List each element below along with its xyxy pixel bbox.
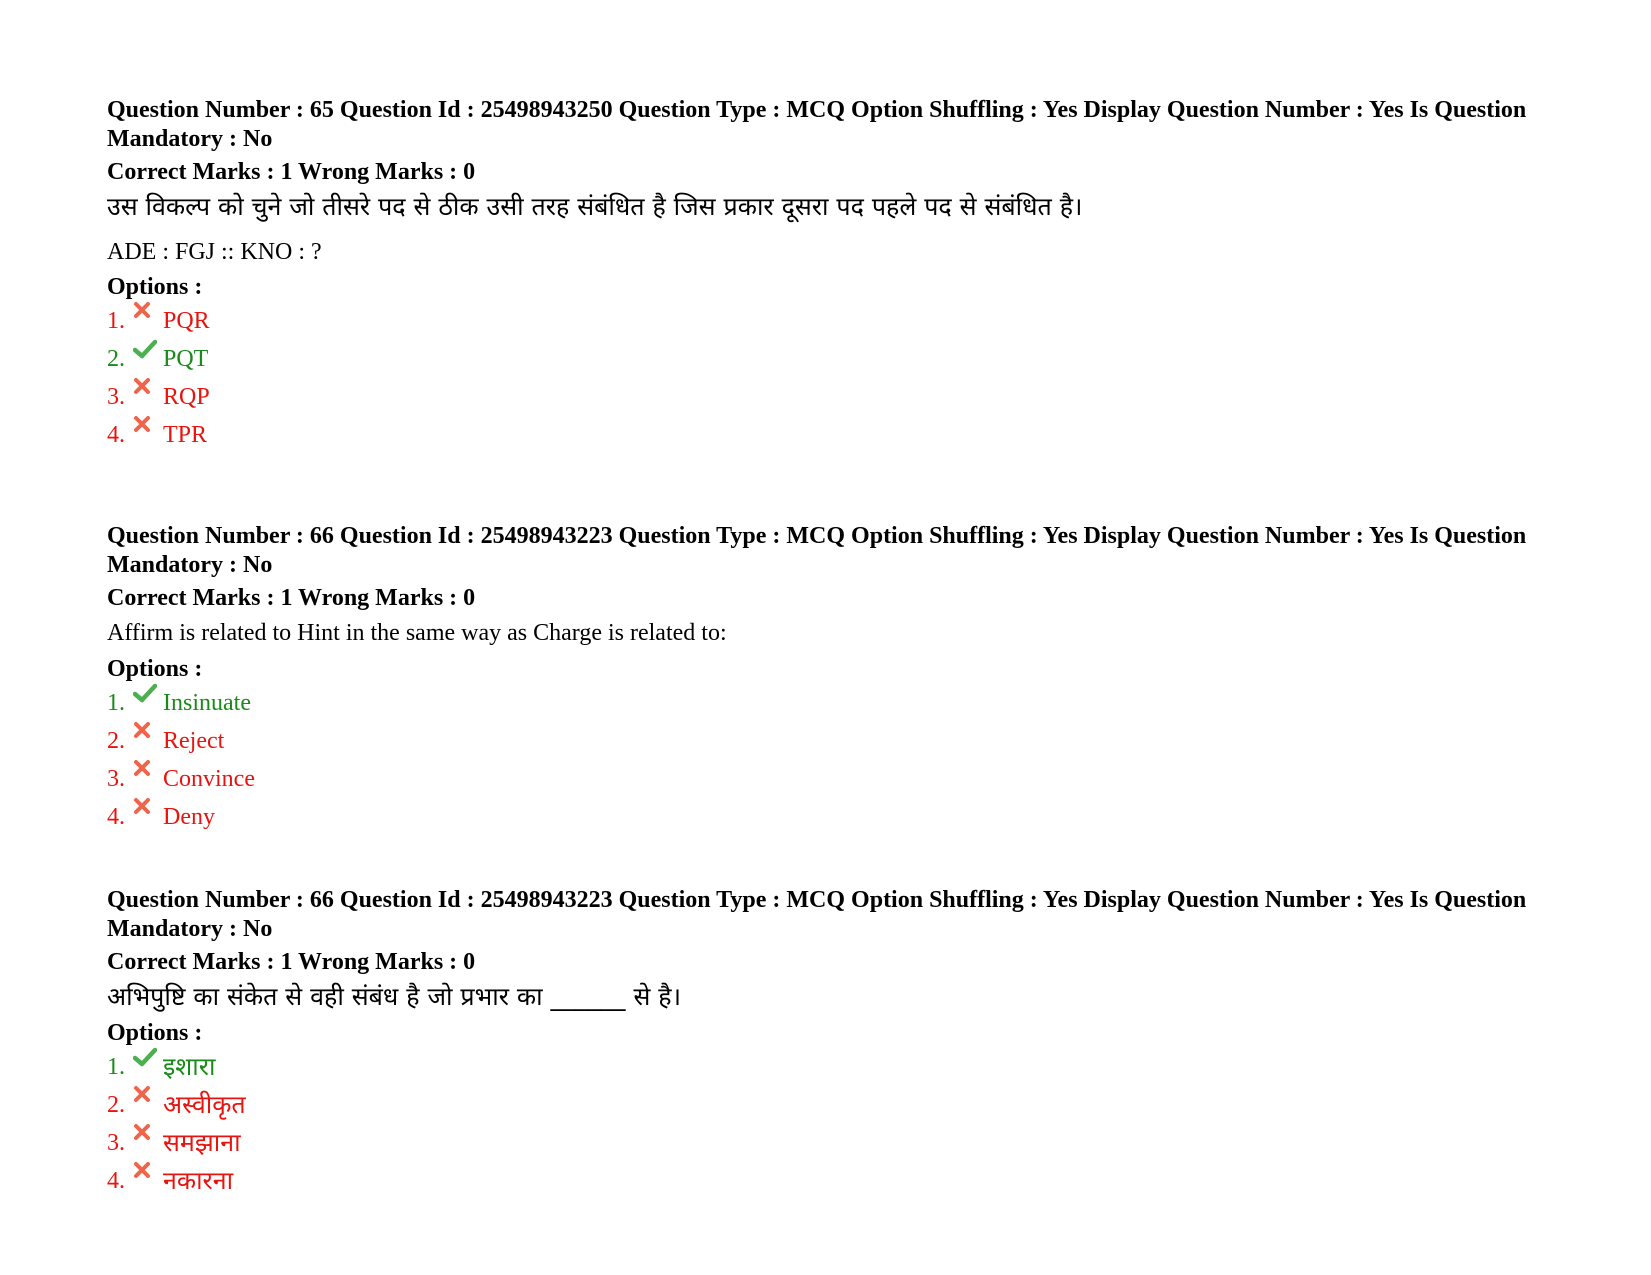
option-label: RQP [163, 384, 210, 410]
option-2 [107, 1086, 1547, 1124]
option-label: Deny [163, 804, 215, 830]
question-marks: Correct Marks : 1 Wrong Marks : 0 [107, 585, 476, 611]
cross-icon [133, 721, 163, 749]
check-icon [133, 1047, 163, 1075]
option-1 [107, 684, 1547, 722]
question-text: उस विकल्प को चुने जो तीसरे पद से ठीक उसी तरह संबंधित है जिस प्रकार दूसरा पद पहले पद से संबंधित है। [107, 192, 1083, 221]
option-label: Insinuate [163, 690, 251, 716]
option-number: 3. [107, 384, 125, 410]
option-1 [107, 302, 1547, 340]
option-1 [107, 1048, 1547, 1086]
cross-icon [133, 797, 163, 825]
option-label: नकारना [163, 1166, 234, 1195]
question-block-65 [107, 96, 1547, 454]
option-number: 2. [107, 728, 125, 754]
option-number: 4. [107, 422, 125, 448]
question-meta: Question Number : 66 Question Id : 25498943223 Question Type : MCQ Option Shuffling : Yes Display Question Number : Yes Is Question Mandatory : No [107, 887, 1527, 942]
option-label: Convince [163, 766, 255, 792]
option-3 [107, 378, 1547, 416]
cross-icon [133, 377, 163, 405]
options-label: Options : [107, 1020, 203, 1046]
option-label: अस्वीकृत [163, 1090, 246, 1119]
option-2 [107, 340, 1547, 378]
cross-icon [133, 301, 163, 329]
cross-icon [133, 759, 163, 787]
question-meta: Question Number : 66 Question Id : 25498943223 Question Type : MCQ Option Shuffling : Yes Display Question Number : Yes Is Question Mandatory : No [107, 523, 1527, 578]
options-label: Options : [107, 274, 203, 300]
option-3 [107, 760, 1547, 798]
option-4 [107, 798, 1547, 836]
question-text: अभिपुष्टि का संकेत से वही संबंध है जो प्रभार का ______ से है। [107, 982, 682, 1011]
option-number: 2. [107, 346, 125, 372]
check-icon [133, 339, 163, 367]
question-marks: Correct Marks : 1 Wrong Marks : 0 [107, 159, 476, 185]
question-subtext: ADE : FGJ :: KNO : ? [107, 239, 322, 265]
question-text: Affirm is related to Hint in the same way as Charge is related to: [107, 620, 727, 646]
option-label: इशारा [163, 1052, 216, 1081]
option-label: PQR [163, 308, 210, 334]
question-block-66-english [107, 522, 1547, 836]
option-label: TPR [163, 422, 208, 448]
option-number: 3. [107, 1130, 125, 1156]
option-label: समझाना [163, 1128, 241, 1157]
option-label: PQT [163, 346, 209, 372]
option-4 [107, 1162, 1547, 1200]
option-number: 4. [107, 804, 125, 830]
question-meta: Question Number : 65 Question Id : 25498943250 Question Type : MCQ Option Shuffling : Yes Display Question Number : Yes Is Question Mandatory : No [107, 97, 1527, 152]
option-3 [107, 1124, 1547, 1162]
option-number: 4. [107, 1168, 125, 1194]
option-number: 1. [107, 1054, 125, 1080]
option-number: 3. [107, 766, 125, 792]
cross-icon [133, 415, 163, 443]
cross-icon [133, 1085, 163, 1113]
option-4 [107, 416, 1547, 454]
option-number: 2. [107, 1092, 125, 1118]
option-2 [107, 722, 1547, 760]
check-icon [133, 683, 163, 711]
question-marks: Correct Marks : 1 Wrong Marks : 0 [107, 949, 476, 975]
cross-icon [133, 1123, 163, 1151]
question-block-66-hindi [107, 886, 1547, 1200]
option-number: 1. [107, 690, 125, 716]
option-label: Reject [163, 728, 225, 754]
option-number: 1. [107, 308, 125, 334]
options-label: Options : [107, 656, 203, 682]
cross-icon [133, 1161, 163, 1189]
